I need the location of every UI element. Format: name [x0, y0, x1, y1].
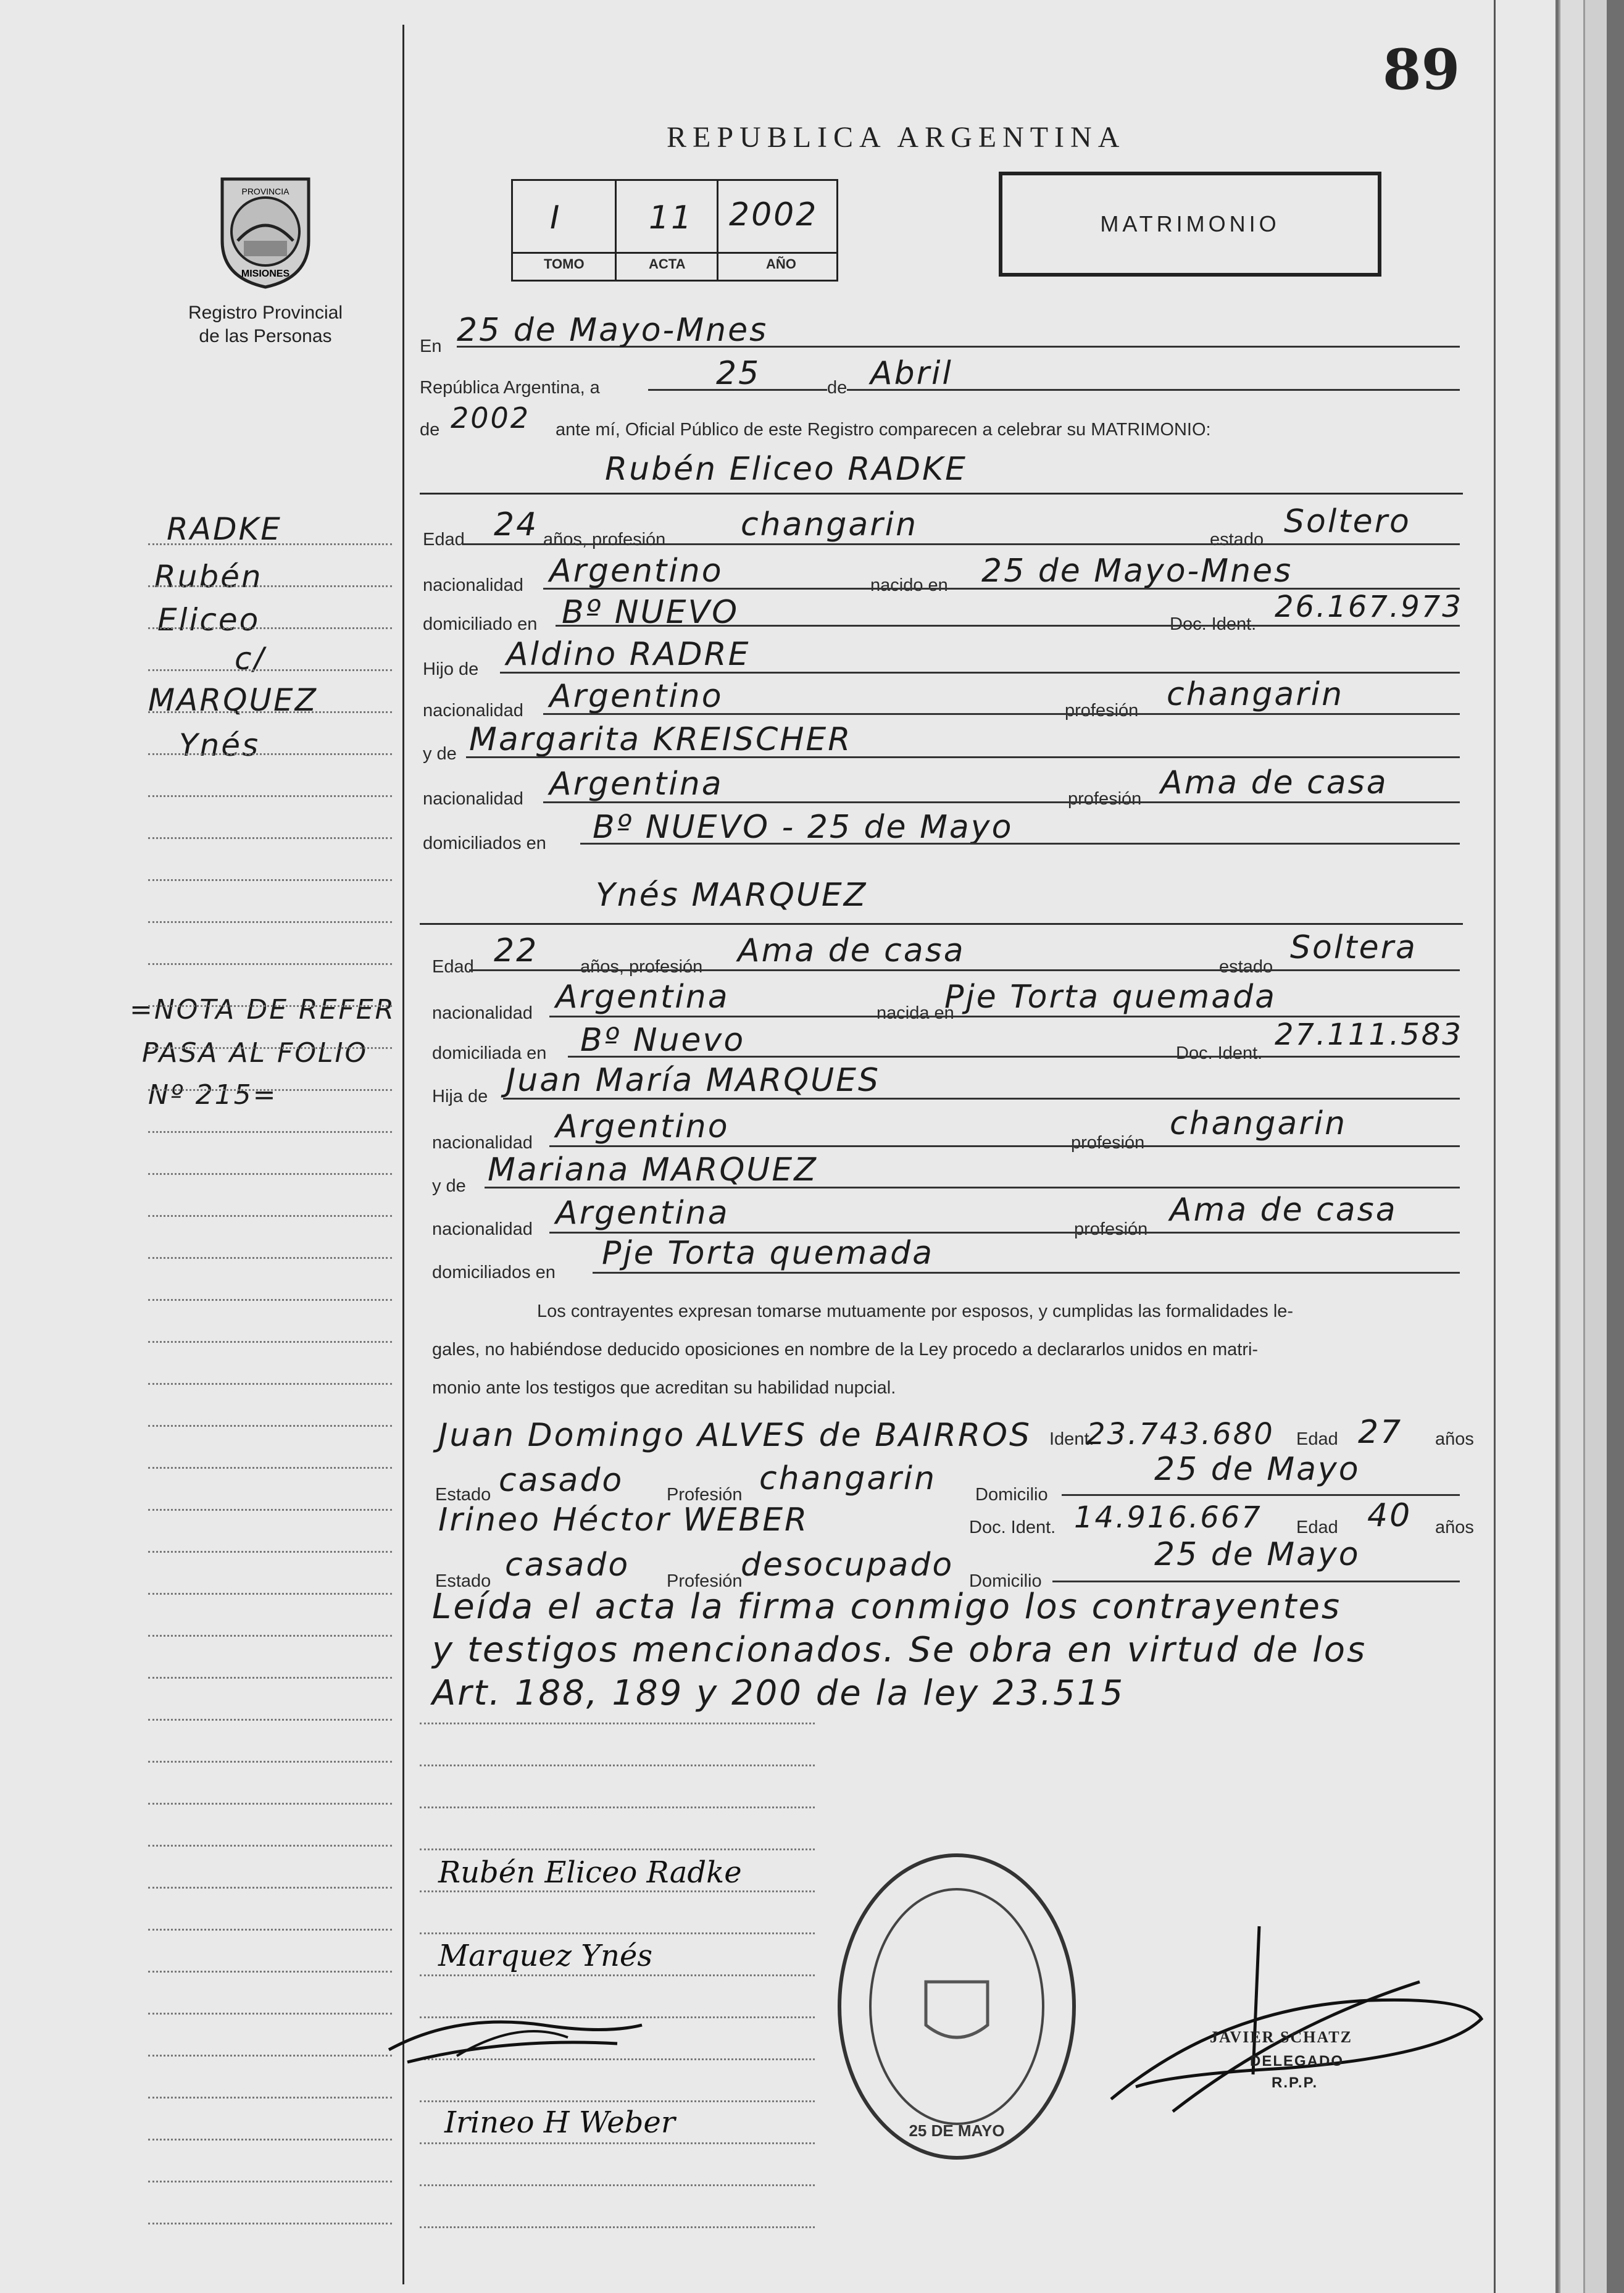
witness1-age: 27 [1358, 1414, 1403, 1451]
ruling-line [148, 1719, 392, 1721]
closing-line: Art. 188, 189 y 200 de la ley 23.515 [432, 1673, 1125, 1713]
witness2-ident-label: Doc. Ident. [969, 1518, 1056, 1537]
ruling-line [148, 1005, 392, 1007]
statement: ante mí, Oficial Público de este Registro comparecen a celebrar su MATRIMONIO: [556, 420, 1211, 440]
country-title: REPUBLICA ARGENTINA [667, 121, 1126, 154]
bride-age: 22 [494, 932, 539, 969]
ruling-line [148, 1131, 392, 1133]
witness2-prof-label: Profesión [667, 1571, 743, 1591]
bride-edad-label: Edad [432, 957, 474, 977]
fill-line [500, 672, 1460, 674]
ruling-line [148, 1173, 392, 1175]
bride-mother-nac-label: nacionalidad [432, 1219, 533, 1239]
groom-mother-prof-label: profesión [1068, 789, 1142, 809]
province-seal-icon [210, 173, 321, 290]
ruling-line [148, 2013, 392, 2015]
ruling-line [148, 1047, 392, 1049]
ruling-line [148, 669, 392, 671]
signature-groom: Rubén Eliceo Radke [438, 1855, 742, 1890]
ruling-line [148, 1593, 392, 1595]
page-edge [1559, 0, 1585, 2293]
witness1-profession: changarin [759, 1460, 937, 1497]
stamp-town: 25 DE MAYO [909, 2121, 1005, 2140]
ruling-line [148, 921, 392, 923]
bride-profesion-label: años, profesión [580, 957, 703, 977]
ruling-line [148, 1467, 392, 1469]
ruling-line [148, 1845, 392, 1847]
ruling-line [148, 1677, 392, 1679]
bride-father-prof-label: profesión [1071, 1133, 1145, 1153]
ruling-line [420, 2100, 815, 2102]
bride-parents-dom-label: domiciliados en [432, 1263, 556, 1282]
bride-domicile: Bº Nuevo [580, 1022, 746, 1059]
ruling-line [148, 1971, 392, 1973]
year: 2002 [451, 401, 531, 435]
signature-witness1-icon [383, 2000, 654, 2074]
ruling-line [148, 1215, 392, 1217]
groom-name: Rubén Eliceo RADKE [605, 451, 967, 488]
witness2-age: 40 [1367, 1497, 1412, 1534]
ruling-line [148, 1803, 392, 1805]
groom-nac-label: nacionalidad [423, 575, 523, 595]
groom-civil: Soltero [1284, 503, 1411, 540]
groom-doc: 26.167.973 [1275, 590, 1463, 624]
groom-estado-label: estado [1210, 530, 1264, 549]
ruling-line [148, 1887, 392, 1889]
bride-dom-label: domiciliada en [432, 1043, 547, 1063]
registry-box [511, 179, 838, 282]
ruling-line [148, 2097, 392, 2099]
ruling-line [148, 1929, 392, 1931]
ruling-line [148, 1257, 392, 1259]
bride-name: Ynés MARQUEZ [596, 877, 868, 914]
groom-parents-dom-label: domiciliados en [423, 833, 546, 853]
ruling-line [148, 627, 392, 629]
bride-nacida-label: nacida en [877, 1003, 954, 1023]
groom-father-profession: changarin [1167, 676, 1344, 713]
fill-line [1052, 1581, 1460, 1582]
bride-doc-label: Doc. Ident. [1176, 1043, 1263, 1063]
signature-witness2: Irineo H Weber [444, 2105, 675, 2140]
witness2-dom-label: Domicilio [969, 1571, 1042, 1591]
bride-civil: Soltera [1290, 929, 1417, 966]
witness2-anos-label: años [1435, 1518, 1474, 1537]
bride-nac-label: nacionalidad [432, 1003, 533, 1023]
fill-line [568, 1056, 1460, 1058]
fill-line [463, 543, 1460, 545]
delegate-signature-icon [1099, 1914, 1494, 2124]
groom-age: 24 [494, 506, 539, 543]
fill-line [543, 713, 1460, 715]
witness2-doc: 14.916.667 [1074, 1500, 1262, 1535]
delegate-name: JAVIER SCHATZ [1210, 2028, 1352, 2046]
ruling-line [148, 585, 392, 587]
bride-father: Juan María MARQUES [506, 1062, 881, 1099]
page-number: 89 [1383, 37, 1460, 102]
groom-dom-label: domiciliado en [423, 614, 538, 634]
groom-profesion-label: años, profesión [543, 530, 666, 549]
groom-hijo-label: Hijo de [423, 659, 479, 679]
republica-label: República Argentina, a [420, 378, 600, 398]
month: Abril [870, 355, 953, 392]
signature-bride: Marquez Ynés [438, 1939, 652, 1973]
witness1-anos-label: años [1435, 1429, 1474, 1449]
place: 25 de Mayo-Mnes [457, 312, 768, 349]
ruling-line [148, 1761, 392, 1763]
bride-birthplace: Pje Torta quemada [944, 979, 1276, 1016]
ruling-line [148, 1509, 392, 1511]
witness1-doc: 23.743.680 [1086, 1417, 1275, 1451]
right-rule [1494, 0, 1496, 2293]
groom-father: Aldino RADRE [506, 636, 751, 673]
ruling-line [148, 879, 392, 881]
groom-yde-label: y de [423, 744, 457, 764]
witness1-prof-label: Profesión [667, 1485, 743, 1505]
groom-parents-domicile: Bº NUEVO - 25 de Mayo [593, 809, 1014, 846]
declaration-line: monio ante los testigos que acreditan su habilidad nupcial. [432, 1378, 896, 1398]
en-label: En [420, 336, 442, 356]
witness2-profession: desocupado [741, 1547, 954, 1584]
witness2-estado-label: Estado [435, 1571, 491, 1591]
groom-nacido-label: nacido en [870, 575, 948, 595]
ruling-line [148, 543, 392, 545]
ruling-line [148, 1635, 392, 1637]
ruling-line [148, 1551, 392, 1553]
fill-line [549, 1232, 1460, 1234]
ruling-line [420, 1890, 815, 1892]
ruling-line [148, 1299, 392, 1301]
witness1-dom-label: Domicilio [975, 1485, 1048, 1505]
groom-nationality: Argentino [549, 553, 723, 590]
witness1-estado-label: Estado [435, 1485, 491, 1505]
ruling-line [148, 795, 392, 797]
day: 25 [716, 355, 761, 392]
fill-line [543, 801, 1460, 803]
groom-father-nationality: Argentino [549, 678, 723, 715]
ruling-line [148, 2181, 392, 2182]
fill-line [556, 625, 1460, 627]
groom-doc-label: Doc. Ident. [1170, 614, 1257, 634]
fill-line [1062, 1494, 1460, 1496]
fill-line [469, 969, 1460, 971]
tomo-label: TOMO [544, 256, 585, 272]
groom-father-prof-label: profesión [1065, 701, 1139, 720]
margin-conjunction: c/ [235, 641, 266, 677]
bride-parents-domicile: Pje Torta quemada [602, 1235, 934, 1272]
ruling-line [148, 711, 392, 713]
closing-line: Leída el acta la firma conmigo los contrayentes [432, 1587, 1342, 1627]
groom-profession: changarin [741, 506, 918, 543]
ruling-line [420, 2184, 815, 2186]
section-rule [420, 493, 1463, 495]
ano-label: AÑO [766, 256, 796, 272]
page-edge [1583, 0, 1607, 2293]
witness1-name: Juan Domingo ALVES de BAIRROS [438, 1417, 1031, 1454]
bride-mother-nationality: Argentina [556, 1195, 730, 1232]
fill-line [485, 1187, 1460, 1188]
bride-nationality: Argentina [556, 979, 730, 1016]
margin-note: Nº 215= [148, 1079, 278, 1111]
acta-value: 11 [649, 199, 694, 236]
acta-label: ACTA [649, 256, 686, 272]
witness2-edad-label: Edad [1296, 1518, 1338, 1537]
closing-line: y testigos mencionados. Se obra en virtud de los [432, 1630, 1367, 1670]
bride-hija-label: Hija de [432, 1087, 488, 1106]
ruling-line [420, 2226, 815, 2228]
witness2-civil: casado [505, 1547, 630, 1584]
ruling-line [420, 1848, 815, 1850]
bride-mother: Mariana MARQUEZ [488, 1151, 818, 1188]
tomo-value: I [550, 199, 562, 236]
bride-father-nationality: Argentino [556, 1108, 730, 1145]
ruling-line [148, 1089, 392, 1091]
de-label: de [827, 378, 847, 398]
ruling-line [420, 1806, 815, 1808]
witness2-name: Irineo Héctor WEBER [438, 1502, 809, 1539]
year-label: de [420, 420, 440, 440]
ruling-line [420, 1765, 815, 1766]
groom-mother-profession: Ama de casa [1160, 764, 1388, 801]
ruling-line [148, 963, 392, 965]
ruling-line [420, 1723, 815, 1724]
delegate-office: R.P.P. [1272, 2074, 1318, 2091]
margin-firstname: Rubén [154, 559, 263, 595]
ruling-line [148, 1341, 392, 1343]
ruling-line [148, 2223, 392, 2224]
witness1-ident-label: Ident. [1049, 1429, 1094, 1449]
fill-line [503, 1098, 1460, 1100]
fill-line [580, 843, 1460, 845]
ano-value: 2002 [729, 196, 818, 233]
witness1-edad-label: Edad [1296, 1429, 1338, 1449]
bride-father-nac-label: nacionalidad [432, 1133, 533, 1153]
margin-bride-surname: MARQUEZ [148, 682, 318, 718]
ruling-line [148, 837, 392, 839]
seal-text: MISIONES [241, 269, 290, 279]
column-rule [402, 25, 404, 2284]
declaration-line: gales, no habiéndose deducido oposiciones en nombre de la Ley procedo a declararlos unidos en matri- [432, 1340, 1259, 1360]
fill-line [549, 1145, 1460, 1147]
margin-note: PASA AL FOLIO [142, 1037, 369, 1069]
bride-mother-prof-label: profesión [1074, 1219, 1148, 1239]
bride-mother-profession: Ama de casa [1170, 1192, 1397, 1229]
fill-line [648, 389, 1460, 391]
bride-father-profession: changarin [1170, 1105, 1347, 1142]
ruling-line [420, 1974, 815, 1976]
ruling-line [420, 2142, 815, 2144]
groom-edad-label: Edad [423, 530, 465, 549]
groom-domicile: Bº NUEVO [562, 594, 739, 631]
groom-mother-nationality: Argentina [549, 766, 723, 803]
ruling-line [148, 1425, 392, 1427]
groom-mother-nac-label: nacionalidad [423, 789, 523, 809]
declaration-line: Los contrayentes expresan tomarse mutuamente por esposos, y cumplidas las formalidades le- [537, 1301, 1294, 1321]
fill-line [593, 1272, 1460, 1274]
ruling-line [148, 753, 392, 755]
fill-line [466, 756, 1460, 758]
margin-surname: RADKE [167, 511, 282, 547]
ruling-line [148, 1383, 392, 1385]
groom-mother: Margarita KREISCHER [469, 721, 852, 758]
margin-note: =NOTA DE REFER [130, 994, 396, 1025]
witness2-domicile: 25 de Mayo [1154, 1536, 1360, 1573]
groom-birthplace: 25 de Mayo-Mnes [981, 553, 1293, 590]
witness1-civil: casado [499, 1462, 624, 1499]
ruling-line [148, 2055, 392, 2057]
ruling-line [148, 2139, 392, 2141]
section-rule [420, 923, 1463, 925]
ruling-line [420, 1932, 815, 1934]
bride-doc: 27.111.583 [1275, 1017, 1463, 1052]
official-stamp-icon [827, 1846, 1086, 2167]
bride-profession: Ama de casa [738, 932, 965, 969]
delegate-title: DELEGADO [1250, 2053, 1344, 2070]
bride-yde-label: y de [432, 1176, 466, 1196]
witness1-domicile: 25 de Mayo [1154, 1451, 1360, 1488]
act-type: MATRIMONIO [999, 172, 1381, 277]
seal-text: PROVINCIA [241, 186, 289, 196]
margin-middlename: Eliceo [157, 602, 260, 638]
bride-estado-label: estado [1219, 957, 1273, 977]
registry-name: Registro Provincial de las Personas [188, 303, 343, 346]
margin-bride-name: Ynés [179, 727, 260, 763]
groom-father-nac-label: nacionalidad [423, 701, 523, 720]
